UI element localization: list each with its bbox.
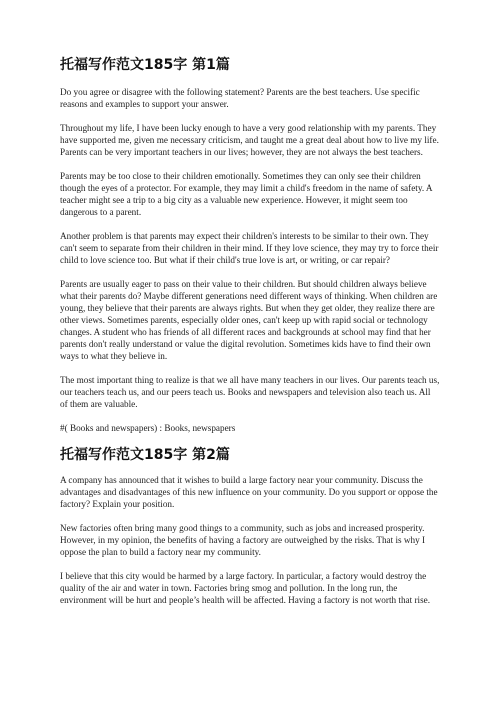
paragraph: Parents are usually eager to pass on their value to their children. But should children always believe what their parents do? Maybe different generations need different ways of thinking. When children are young, they believe that their parents are always rights. But when they get older, they realize there are other views. Sometimes parents, especially older ones, can't keep up with rapid social or technology changes. A student who has friends of all different races and backgrounds at school may find that her parents don't really understand or value the digital revolution. Sometimes kids have to find their own ways to what they believe in.: [60, 279, 438, 361]
section-2-heading: 托福写作范文185字 第2篇: [60, 447, 230, 463]
paragraph: The most important thing to realize is that we all have many teachers in our lives. Our parents teach us, our teachers teach us, and our peers teach us. Books and newspapers and television also teach us. All of them are valuable.: [60, 375, 440, 409]
section-1-heading: 托福写作范文185字 第1篇: [60, 57, 230, 73]
paragraph: #( Books and newspapers) : Books, newspapers: [60, 423, 236, 433]
document-body: [60, 56, 440, 618]
paragraph: Do you agree or disagree with the following statement? Parents are the best teachers. Use specific reasons and examples to support your answer.: [60, 87, 420, 109]
paragraph: A company has announced that it wishes to build a large factory near your community. Discuss the advantages and disadvantages of this new influence on your community. Do you support or oppose the factory? Explain your position.: [60, 475, 438, 509]
paragraph: New factories often bring many good things to a community, such as jobs and increased prosperity. However, in my opinion, the benefits of having a factory are outweighed by the risks. That is why I oppose the plan to build a factory near my community.: [60, 523, 426, 557]
paragraph: Another problem is that parents may expect their children's interests to be similar to their own. They can't seem to separate from their children in their mind. If they love science, they may try to force their child to love science too. But what if their child's true love is art, or writing, or car repair?: [60, 231, 439, 265]
paragraph: I believe that this city would be harmed by a large factory. In particular, a factory would destroy the quality of the air and water in town. Factories bring smog and pollution. In the long run, the environment will be hurt and people’s health will be affected. Having a factory is not worth that rise.: [60, 571, 431, 605]
paragraph: Parents may be too close to their children emotionally. Sometimes they can only see their children though the eyes of a protector. For example, they may limit a child's freedom in the name of safety. A teacher might see a trip to a big city as a valuable new experience. However, it might seem too dangerous to a parent.: [60, 171, 433, 217]
paragraph: Throughout my life, I have been lucky enough to have a very good relationship with my parents. They have supported me, given me necessary criticism, and taught me a great deal about how to live my life. Parents can be very important teachers in our lives; however, they are not always the best teachers.: [60, 123, 439, 157]
